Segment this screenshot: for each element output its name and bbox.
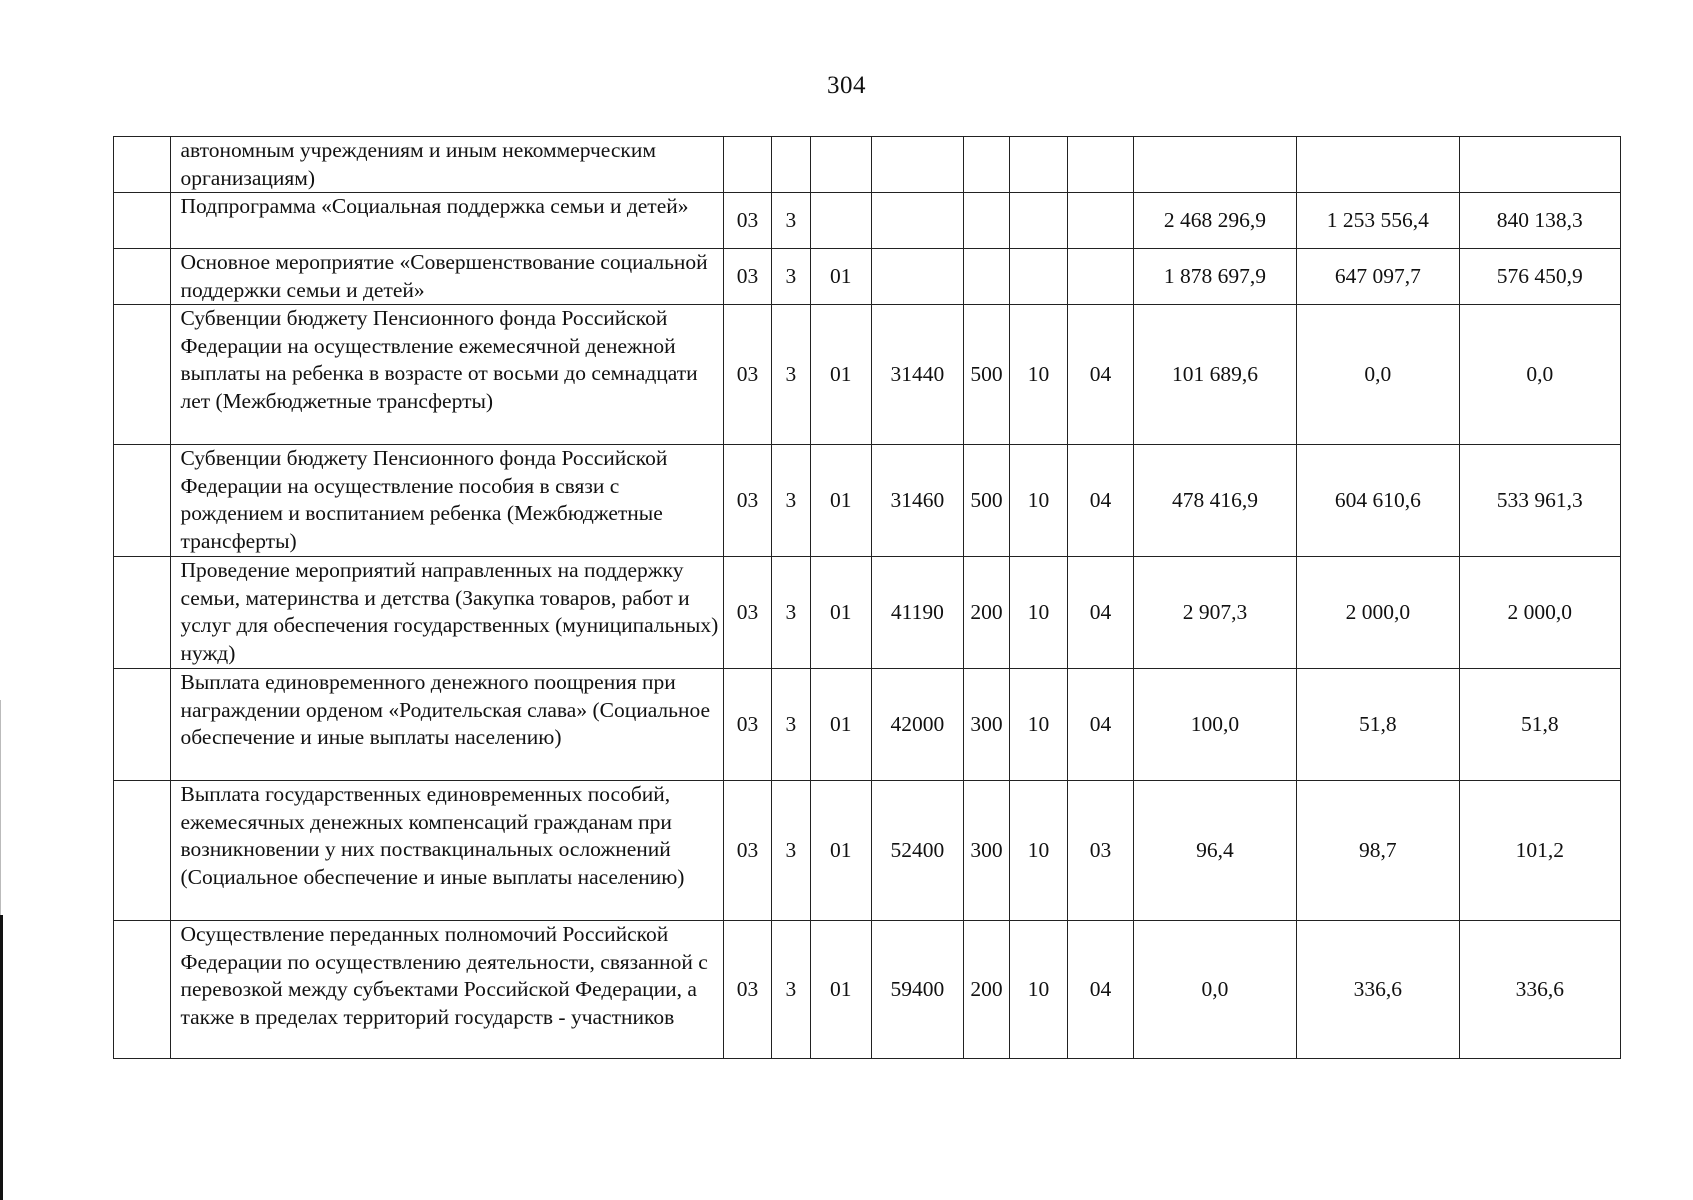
amount-year1-cell: 96,4	[1133, 781, 1296, 921]
code-expense-type-cell: 500	[964, 445, 1009, 557]
description-cell: Выплата государственных единовременных пособий, ежемесячных денежных компенсаций гражданам при возникновении у них поствакцинальных осложнений (Социальное обеспечение и иные выплаты населению)	[171, 781, 724, 921]
amount-year2-cell: 604 610,6	[1297, 445, 1459, 557]
code-direction-cell: 59400	[871, 921, 964, 1059]
description-cell: автономным учреждениям и иным некоммерческим организациям)	[171, 137, 724, 193]
code-ministry-cell: 03	[724, 781, 771, 921]
code-subprogram-cell	[771, 137, 810, 193]
code-expense-type-cell	[964, 249, 1009, 305]
table-row	[114, 137, 1621, 193]
code-activity-cell	[810, 137, 871, 193]
table-row	[114, 557, 1621, 669]
code-subprogram-cell: 3	[771, 669, 810, 781]
amount-year1-cell: 101 689,6	[1133, 305, 1296, 445]
amount-year3-cell: 533 961,3	[1459, 445, 1620, 557]
code-subprogram-cell: 3	[771, 781, 810, 921]
table-row	[114, 921, 1621, 1059]
code-activity-cell: 01	[810, 249, 871, 305]
code-section-cell: 10	[1009, 921, 1068, 1059]
amount-year2-cell: 647 097,7	[1297, 249, 1459, 305]
code-subprogram-cell: 3	[771, 193, 810, 249]
code-activity-cell	[810, 193, 871, 249]
table-row	[114, 193, 1621, 249]
code-direction-cell: 41190	[871, 557, 964, 669]
amount-year2-cell: 0,0	[1297, 305, 1459, 445]
row-number-cell	[114, 249, 171, 305]
binding-edge-mark	[0, 915, 3, 1200]
description-cell: Субвенции бюджету Пенсионного фонда Российской Федерации на осуществление ежемесячной денежной выплаты на ребенка в возрасте от восьми до семнадцати лет (Межбюджетные трансферты)	[171, 305, 724, 445]
amount-year2-cell: 1 253 556,4	[1297, 193, 1459, 249]
row-number-cell	[114, 445, 171, 557]
code-direction-cell	[871, 193, 964, 249]
code-section-cell	[1009, 249, 1068, 305]
code-direction-cell: 31440	[871, 305, 964, 445]
code-section-cell: 10	[1009, 445, 1068, 557]
code-section-cell: 10	[1009, 781, 1068, 921]
code-expense-type-cell: 300	[964, 669, 1009, 781]
code-expense-type-cell: 300	[964, 781, 1009, 921]
budget-table	[113, 136, 1621, 1059]
code-section-cell: 10	[1009, 557, 1068, 669]
amount-year3-cell: 840 138,3	[1459, 193, 1620, 249]
amount-year2-cell: 2 000,0	[1297, 557, 1459, 669]
amount-year3-cell: 51,8	[1459, 669, 1620, 781]
code-expense-type-cell	[964, 193, 1009, 249]
code-subsection-cell	[1068, 193, 1134, 249]
code-ministry-cell: 03	[724, 669, 771, 781]
code-subsection-cell: 04	[1068, 921, 1134, 1059]
code-subsection-cell	[1068, 137, 1134, 193]
amount-year3-cell	[1459, 137, 1620, 193]
amount-year1-cell: 2 907,3	[1133, 557, 1296, 669]
code-section-cell: 10	[1009, 669, 1068, 781]
amount-year1-cell: 1 878 697,9	[1133, 249, 1296, 305]
code-section-cell	[1009, 193, 1068, 249]
amount-year3-cell: 576 450,9	[1459, 249, 1620, 305]
page-number: 304	[827, 72, 866, 99]
code-direction-cell: 52400	[871, 781, 964, 921]
amount-year2-cell: 98,7	[1297, 781, 1459, 921]
table-row	[114, 669, 1621, 781]
code-ministry-cell: 03	[724, 921, 771, 1059]
table-row	[114, 249, 1621, 305]
code-direction-cell: 31460	[871, 445, 964, 557]
code-ministry-cell: 03	[724, 557, 771, 669]
code-expense-type-cell: 500	[964, 305, 1009, 445]
code-ministry-cell: 03	[724, 305, 771, 445]
code-subsection-cell: 03	[1068, 781, 1134, 921]
code-direction-cell	[871, 137, 964, 193]
code-subsection-cell: 04	[1068, 557, 1134, 669]
row-number-cell	[114, 921, 171, 1059]
code-expense-type-cell	[964, 137, 1009, 193]
description-cell: Выплата единовременного денежного поощрения при награждении орденом «Родительская слава» (Социальное обеспечение и иные выплаты населению)	[171, 669, 724, 781]
scan-edge-line	[0, 700, 1, 915]
code-direction-cell: 42000	[871, 669, 964, 781]
table-row	[114, 781, 1621, 921]
code-ministry-cell	[724, 137, 771, 193]
row-number-cell	[114, 669, 171, 781]
code-activity-cell: 01	[810, 921, 871, 1059]
description-cell: Осуществление переданных полномочий Российской Федерации по осуществлению деятельности, связанной с перевозкой между субъектами Российской Федерации, а также в пределах территорий государств - участников	[171, 921, 724, 1059]
code-activity-cell: 01	[810, 305, 871, 445]
code-subprogram-cell: 3	[771, 557, 810, 669]
row-number-cell	[114, 305, 171, 445]
code-subprogram-cell: 3	[771, 249, 810, 305]
description-cell: Субвенции бюджету Пенсионного фонда Российской Федерации на осуществление пособия в связи с рождением и воспитанием ребенка (Межбюджетные трансферты)	[171, 445, 724, 557]
code-subprogram-cell: 3	[771, 305, 810, 445]
amount-year3-cell: 0,0	[1459, 305, 1620, 445]
code-subprogram-cell: 3	[771, 921, 810, 1059]
code-activity-cell: 01	[810, 669, 871, 781]
amount-year1-cell: 100,0	[1133, 669, 1296, 781]
code-activity-cell: 01	[810, 781, 871, 921]
row-number-cell	[114, 557, 171, 669]
code-subprogram-cell: 3	[771, 445, 810, 557]
amount-year1-cell	[1133, 137, 1296, 193]
description-cell: Основное мероприятие «Совершенствование социальной поддержки семьи и детей»	[171, 249, 724, 305]
code-subsection-cell: 04	[1068, 445, 1134, 557]
row-number-cell	[114, 137, 171, 193]
table-row	[114, 305, 1621, 445]
description-cell: Проведение мероприятий направленных на поддержку семьи, материнства и детства (Закупка товаров, работ и услуг для обеспечения государственных (муниципальных) нужд)	[171, 557, 724, 669]
amount-year1-cell: 2 468 296,9	[1133, 193, 1296, 249]
code-subsection-cell: 04	[1068, 669, 1134, 781]
amount-year2-cell: 51,8	[1297, 669, 1459, 781]
code-ministry-cell: 03	[724, 193, 771, 249]
code-section-cell: 10	[1009, 305, 1068, 445]
amount-year2-cell: 336,6	[1297, 921, 1459, 1059]
amount-year1-cell: 478 416,9	[1133, 445, 1296, 557]
code-direction-cell	[871, 249, 964, 305]
row-number-cell	[114, 193, 171, 249]
code-activity-cell: 01	[810, 445, 871, 557]
amount-year3-cell: 336,6	[1459, 921, 1620, 1059]
code-activity-cell: 01	[810, 557, 871, 669]
amount-year1-cell: 0,0	[1133, 921, 1296, 1059]
code-section-cell	[1009, 137, 1068, 193]
code-ministry-cell: 03	[724, 249, 771, 305]
code-subsection-cell: 04	[1068, 305, 1134, 445]
amount-year3-cell: 2 000,0	[1459, 557, 1620, 669]
code-expense-type-cell: 200	[964, 921, 1009, 1059]
description-cell: Подпрограмма «Социальная поддержка семьи и детей»	[171, 193, 724, 249]
code-subsection-cell	[1068, 249, 1134, 305]
amount-year3-cell: 101,2	[1459, 781, 1620, 921]
code-ministry-cell: 03	[724, 445, 771, 557]
amount-year2-cell	[1297, 137, 1459, 193]
row-number-cell	[114, 781, 171, 921]
code-expense-type-cell: 200	[964, 557, 1009, 669]
table-row	[114, 445, 1621, 557]
